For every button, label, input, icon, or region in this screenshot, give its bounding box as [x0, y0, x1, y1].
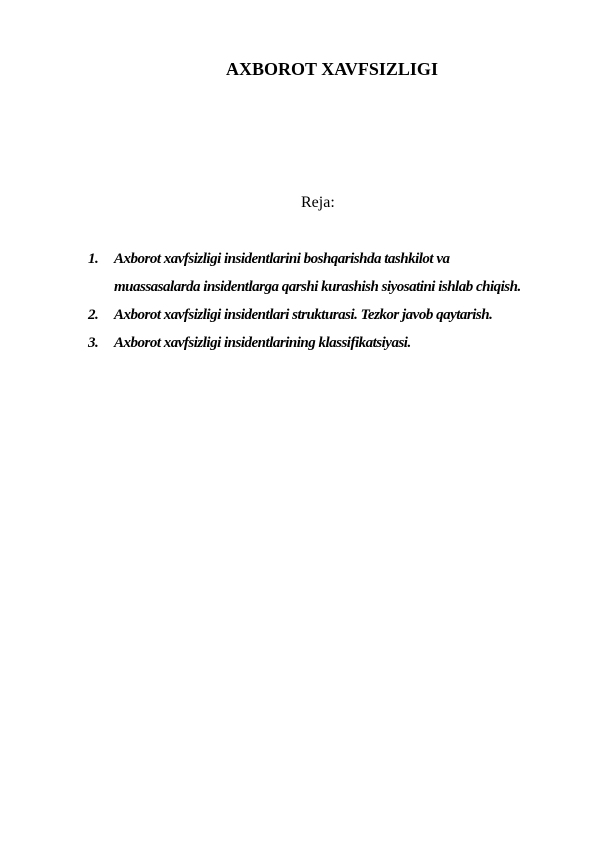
plan-item-text: Axborot xavfsizligi insidentlarining klassifikatsiyasi.	[114, 335, 411, 351]
plan-item-text: Axborot xavfsizligi insidentlari strukturasi. Tezkor javob qaytarish.	[114, 307, 493, 323]
plan-item-number: 3.	[88, 335, 99, 351]
plan-item-1	[0, 245, 596, 301]
plan-item-number: 1.	[88, 251, 99, 267]
plan-item-3	[0, 329, 596, 357]
plan-item-text: muassasalarda insidentlarga qarshi kurashish siyosatini ishlab chiqish.	[114, 279, 521, 295]
plan-heading: Reja:	[301, 194, 335, 211]
plan-list	[0, 245, 596, 357]
plan-item-number: 2.	[88, 307, 99, 323]
plan-item-text: Axborot xavfsizligi insidentlarini boshqarishda tashkilot va	[114, 251, 450, 267]
plan-item-2	[0, 301, 596, 329]
document-title: AXBOROT XAVFSIZLIGI	[226, 59, 438, 79]
